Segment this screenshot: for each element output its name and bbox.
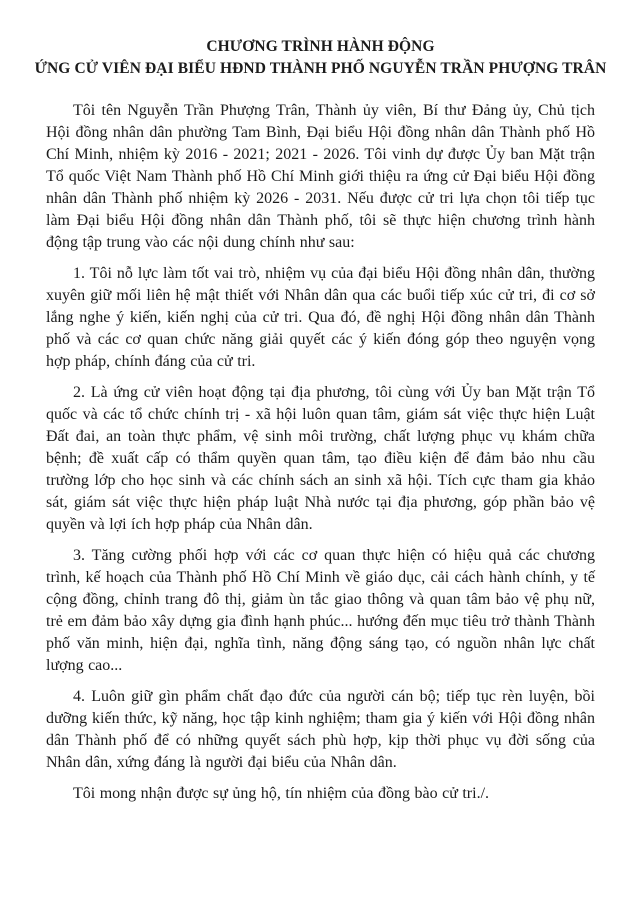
paragraph-item-1: 1. Tôi nỗ lực làm tốt vai trò, nhiệm vụ của đại biểu Hội đồng nhân dân, thường xuyên giữ mối liên hệ mật thiết với Nhân dân qua các buổi tiếp xúc cử tri, đi cơ sở lắng nghe ý kiến, kiến nghị của cử tri. Qua đó, đề nghị Hội đồng nhân dân Thành phố và các cơ quan chức năng giải quyết các ý kiến đóng góp theo nguyện vọng hợp pháp, chính đáng của cử tri.: [46, 265, 595, 370]
document-title-line-1: CHƯƠNG TRÌNH HÀNH ĐỘNG: [206, 38, 435, 55]
paragraph-item-3: 3. Tăng cường phối hợp với các cơ quan thực hiện có hiệu quả các chương trình, kế hoạch của Thành phố Hồ Chí Minh về giáo dục, cải cách hành chính, y tế cộng đồng, chỉnh trang đô thị, giảm ùn tắc giao thông và quan tâm bảo vệ phụ nữ, trẻ em đảm bảo xây dựng gia đình hạnh phúc... hướng đến mục tiêu trở thành Thành phố văn minh, hiện đại, nghĩa tình, năng động sáng tạo, có nguồn nhân lực chất lượng cao...: [46, 547, 595, 674]
document-body: [46, 100, 595, 805]
document-title-line-2: ỨNG CỬ VIÊN ĐẠI BIỂU HĐND THÀNH PHỐ NGUYỄN TRẦN PHƯỢNG TRÂN: [34, 60, 607, 77]
document-title: [32, 36, 609, 80]
paragraph-item-4: 4. Luôn giữ gìn phẩm chất đạo đức của người cán bộ; tiếp tục rèn luyện, bồi dưỡng kiến thức, kỹ năng, học tập kinh nghiệm; tham gia ý kiến với Hội đồng nhân dân Thành phố để có những quyết sách phù hợp, kịp thời phục vụ đời sống của Nhân dân, xứng đáng là người đại biểu của Nhân dân.: [46, 688, 595, 771]
paragraph-item-2: 2. Là ứng cử viên hoạt động tại địa phương, tôi cùng với Ủy ban Mặt trận Tổ quốc và các tổ chức chính trị - xã hội luôn quan tâm, giám sát việc thực hiện Luật Đất đai, an toàn thực phẩm, vệ sinh môi trường, chất lượng phục vụ khám chữa bệnh; đề xuất cấp có thẩm quyền quan tâm, tạo điều kiện để đảm bảo nhu cầu trường lớp cho học sinh và các chính sách an sinh xã hội. Tích cực tham gia khảo sát, giám sát việc thực hiện pháp luật Nhà nước tại địa phương, góp phần bảo vệ quyền và lợi ích hợp pháp của Nhân dân.: [46, 384, 595, 533]
paragraph-intro: Tôi tên Nguyễn Trần Phượng Trân, Thành ủy viên, Bí thư Đảng ủy, Chủ tịch Hội đồng nhân dân phường Tam Bình, Đại biểu Hội đồng nhân dân Thành phố Hồ Chí Minh, nhiệm kỳ 2016 - 2021; 2021 - 2026. Tôi vinh dự được Ủy ban Mặt trận Tổ quốc Việt Nam Thành phố Hồ Chí Minh giới thiệu ra ứng cử Đại biểu Hội đồng nhân dân Thành phố nhiệm kỳ 2026 - 2031. Nếu được cử tri lựa chọn tôi tiếp tục làm Đại biểu Hội đồng nhân dân Thành phố, tôi sẽ thực hiện chương trình hành động tập trung vào các nội dung chính như sau:: [46, 102, 595, 251]
paragraph-closing: Tôi mong nhận được sự ủng hộ, tín nhiệm của đồng bào cử tri./.: [73, 785, 490, 802]
